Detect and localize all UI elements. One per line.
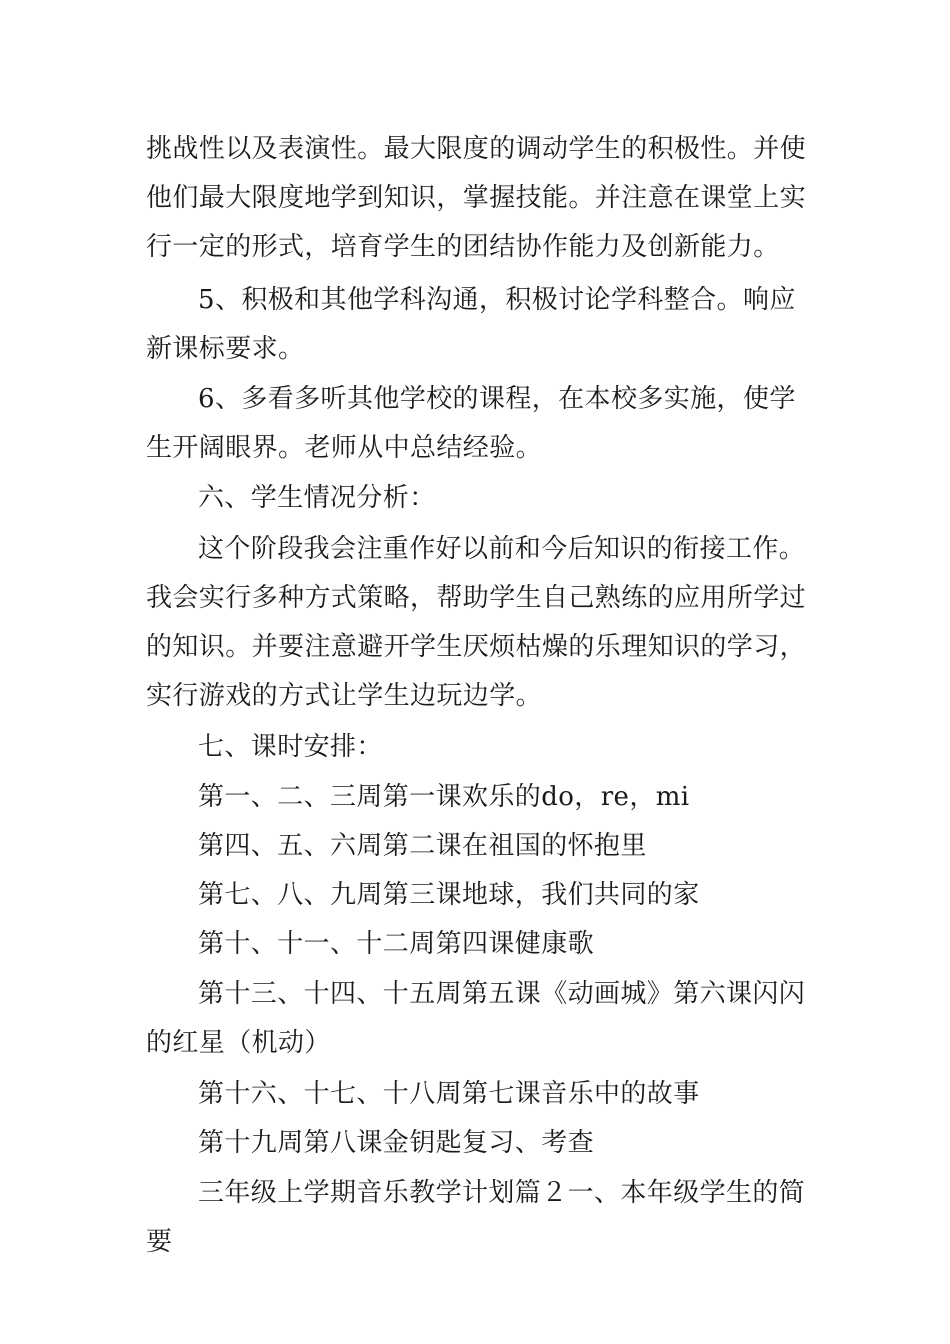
schedule-item: 第一、二、三周第一课欢乐的do，re，mi [198,782,690,812]
paragraph-continuation: 挑战性以及表演性。最大限度的调动学生的积极性。并使他们最大限度地学到知识，掌握技能。并注意在课堂上实行一定的形式，培育学生的团结协作能力及创新能力。 [146,134,807,262]
schedule-item: 第十三、十四、十五周第五课《动画城》第六课闪闪的红星（机动） [146,979,806,1058]
section-heading-schedule: 七、课时安排： [198,732,383,762]
schedule-item: 第十六、十七、十八周第七课音乐中的故事 [198,1079,700,1109]
schedule-item: 第十九周第八课金钥匙复习、考查 [198,1128,595,1158]
schedule-item: 第十、十一、十二周第四课健康歌 [198,929,595,959]
paragraph-item-5: 5、积极和其他学科沟通，积极讨论学科整合。响应新课标要求。 [146,285,796,364]
section-heading-student-analysis: 六、学生情况分析： [198,483,436,513]
paragraph-item-6: 6、多看多听其他学校的课程，在本校多实施，使学生开阔眼界。老师从中总结经验。 [146,384,796,463]
schedule-item: 第四、五、六周第二课在祖国的怀抱里 [198,831,647,861]
schedule-item: 第七、八、九周第三课地球，我们共同的家 [198,880,700,910]
paragraph-student-analysis: 这个阶段我会注重作好以前和今后知识的衔接工作。我会实行多种方式策略，帮助学生自己熟练的应用所学过的知识。并要注意避开学生厌烦枯燥的乐理知识的学习，实行游戏的方式让学生边玩边学。 [146,534,807,711]
section-heading-next-plan: 三年级上学期音乐教学计划篇２一、本年级学生的简要 [146,1178,806,1257]
